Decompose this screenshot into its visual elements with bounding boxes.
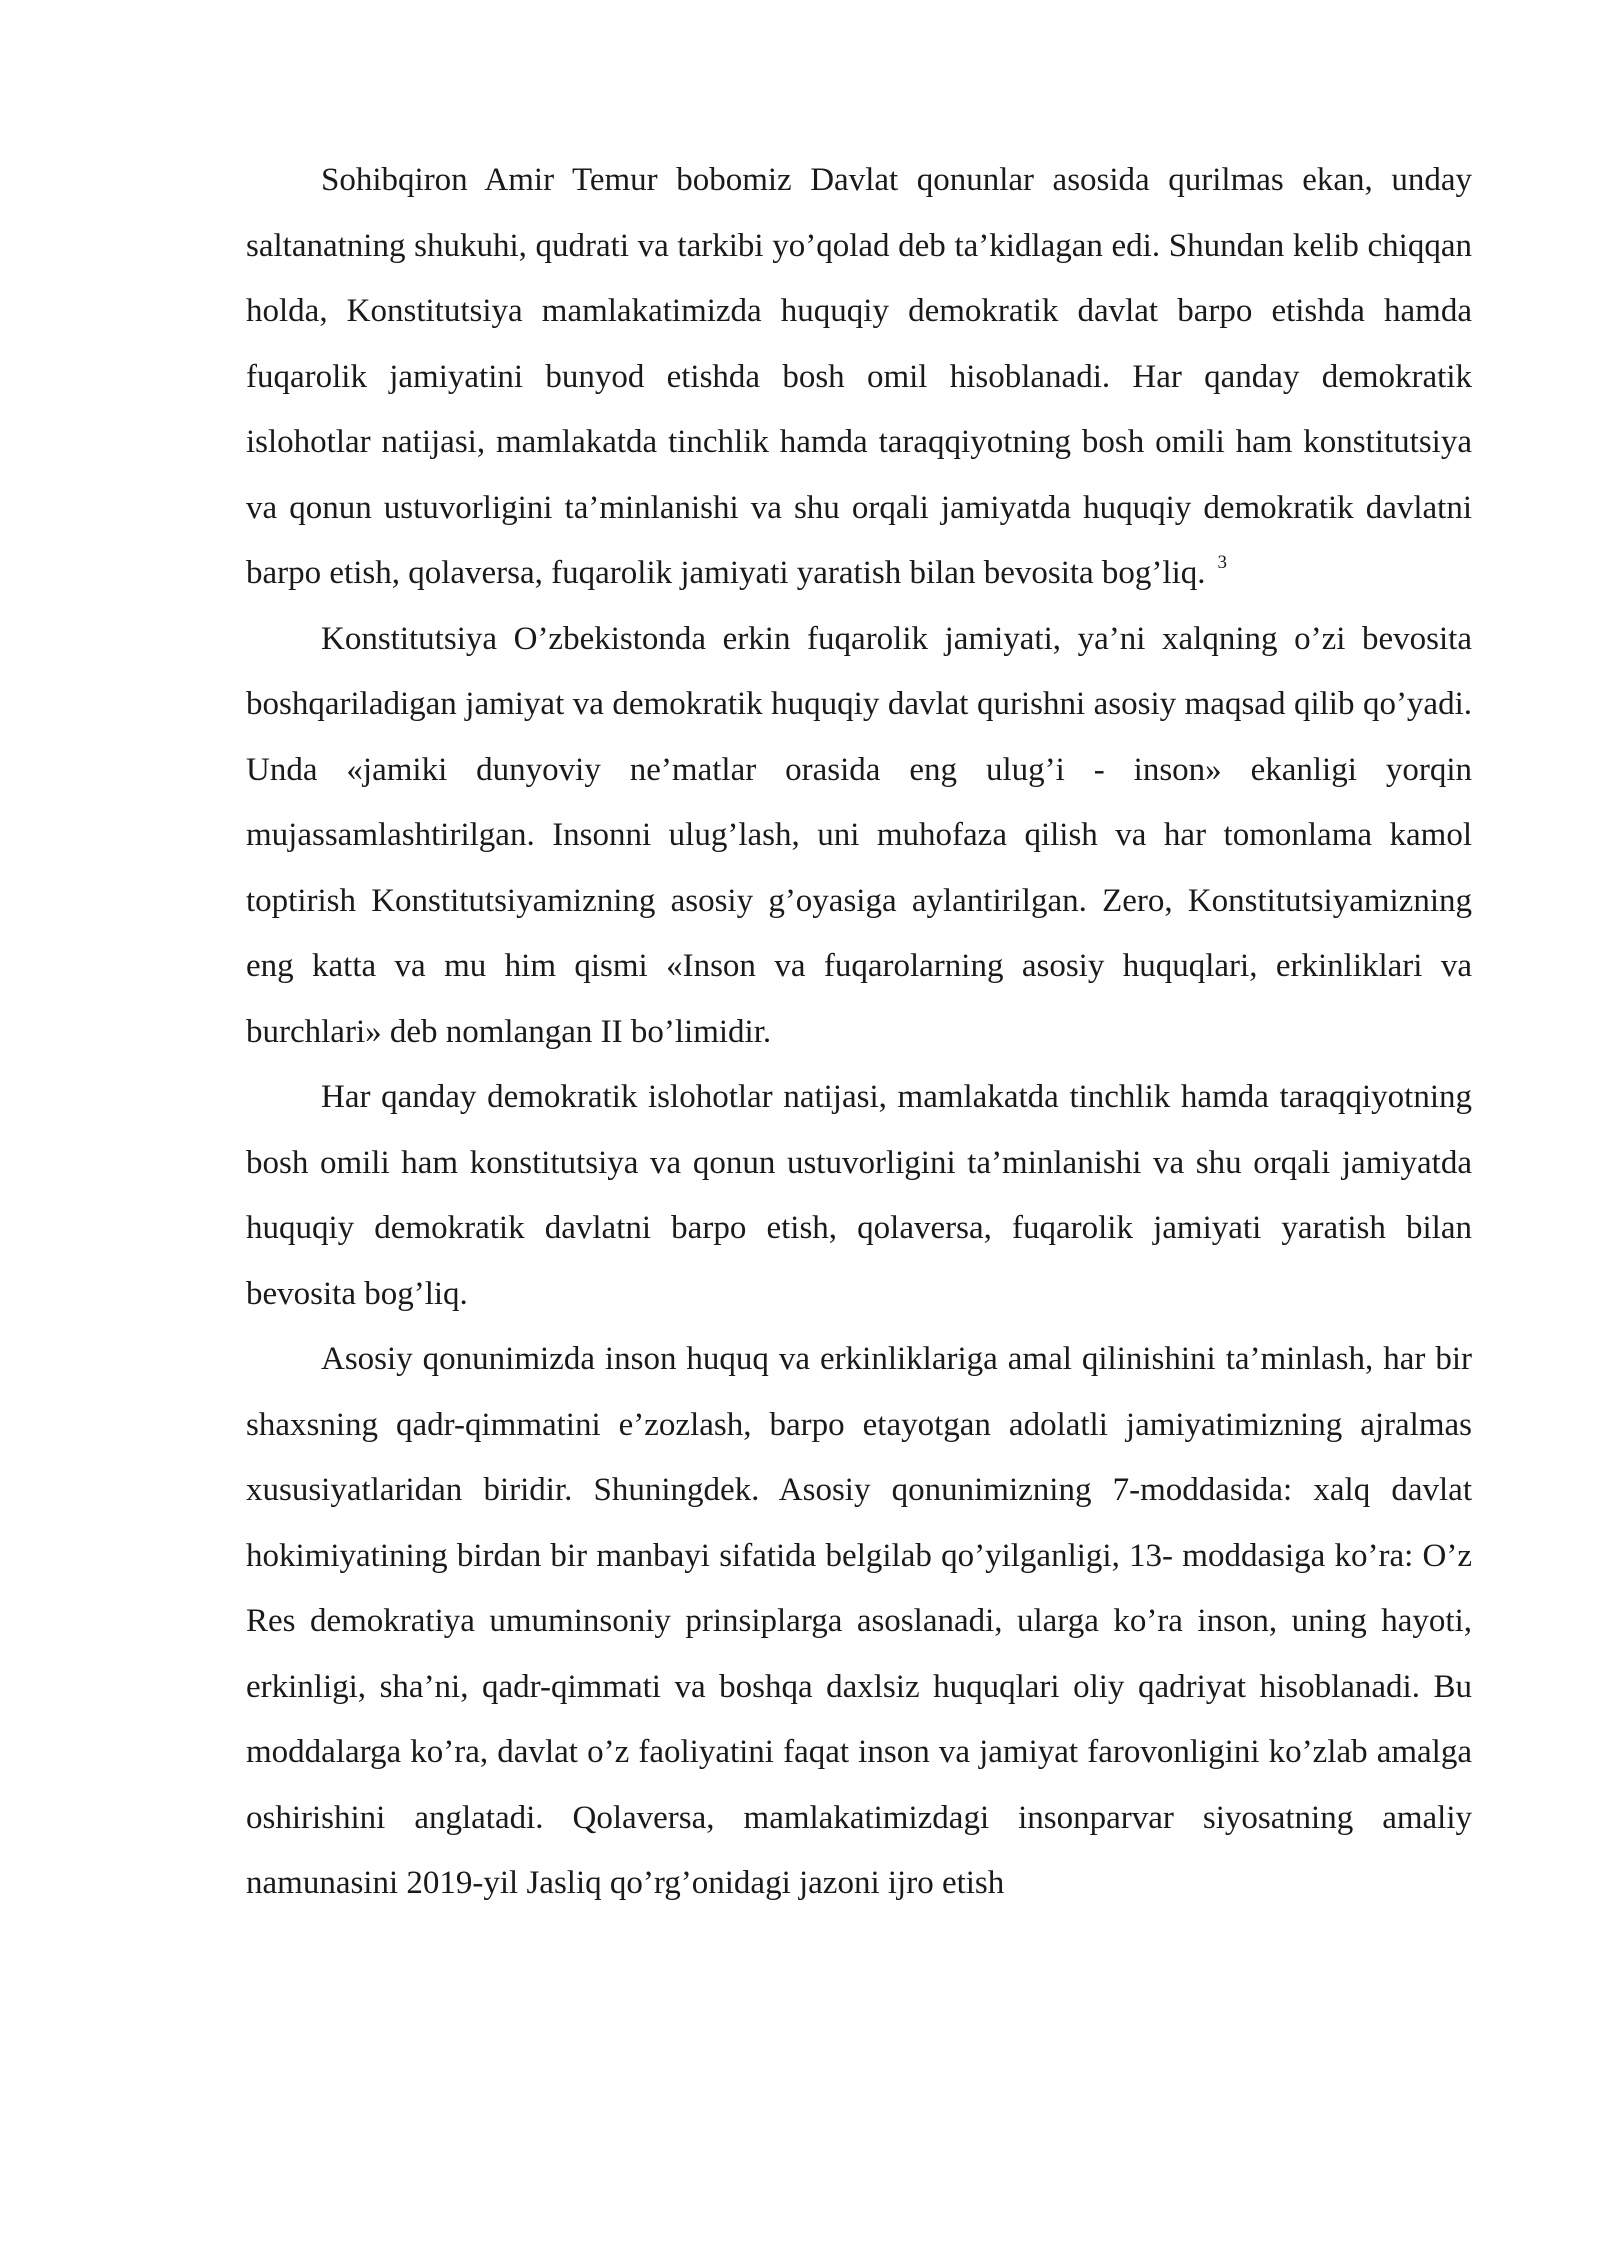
paragraph-4-text: Asosiy qonunimizda inson huquq va erkinliklariga amal qilinishini ta’minlash, har bir shaxsning qadr-qimmatini e’zozlash, barpo etayotgan adolatli jamiyatimizning ajralmas xususiyatlaridan biridir. Shuningdek. Asosiy qonunimizning 7-moddasida: xalq davlat hokimiyatining birdan bir manbayi sifatida belgilab qo’yilganligi, 13- moddasiga ko’ra: O’z Res demokratiya umuminsoniy prinsiplarga asoslanadi, ularga ko’ra inson, uning hayoti, erkinligi, sha’ni, qadr-qimmati va boshqa daxlsiz huquqlari oliy qadriyat hisoblanadi. Bu moddalarga ko’ra, davlat o’z faoliyatini faqat inson va jamiyat farovonligini ko’zlab amalga oshirishini anglatadi. Qolaversa, mamlakatimizdagi insonparvar siyosatning amaliy namunasini 2019-yil Jasliq qo’rg’onidagi jazoni ijro etish (246, 1341, 1472, 1901)
paragraph-3 (246, 1065, 1472, 1327)
paragraph-1 (246, 148, 1472, 607)
paragraph-4 (246, 1327, 1472, 1917)
paragraph-2-text: Konstitutsiya O’zbekistonda erkin fuqarolik jamiyati, ya’ni xalqning o’zi bevosita boshqariladigan jamiyat va demokratik huquqiy davlat qurishni asosiy maqsad qilib qo’yadi. Unda «jamiki dunyoviy ne’matlar orasida eng ulug’i - inson» ekanligi yorqin mujassamlashtirilgan. Insonni ulug’lash, uni muhofaza qilish va har tomonlama kamol toptirish Konstitutsiyamizning asosiy g’oyasiga aylantirilgan. Zero, Konstitutsiyamizning eng katta va mu him qismi «Inson va fuqarolarning asosiy huquqlari, erkinliklari va burchlari» deb nomlangan II bo’limidir. (246, 620, 1472, 1050)
document-page (246, 148, 1472, 1917)
paragraph-1-text: Sohibqiron Amir Temur bobomiz Davlat qonunlar asosida qurilmas ekan, unday saltanatning shukuhi, qudrati va tarkibi yo’qolad deb ta’kidlagan edi. Shundan kelib chiqqan holda, Konstitutsiya mamlakatimizda huquqiy demokratik davlat barpo etishda hamda fuqarolik jamiyatini bunyod etishda bosh omil hisoblanadi. Har qanday demokratik islohotlar natijasi, mamlakatda tinchlik hamda taraqqiyotning bosh omili ham konstitutsiya va qonun ustuvorligini ta’minlanishi va shu orqali jamiyatda huquqiy demokratik davlatni barpo etish, qolaversa, fuqarolik jamiyati yaratish bilan bevosita bog’liq. (246, 162, 1472, 591)
paragraph-2 (246, 607, 1472, 1066)
footnote-reference[interactable]: 3 (1217, 552, 1227, 573)
paragraph-3-text: Har qanday demokratik islohotlar natijasi, mamlakatda tinchlik hamda taraqqiyotning bosh omili ham konstitutsiya va qonun ustuvorligini ta’minlanishi va shu orqali jamiyatda huquqiy demokratik davlatni barpo etish, qolaversa, fuqarolik jamiyati yaratish bilan bevosita bog’liq. (246, 1079, 1472, 1312)
